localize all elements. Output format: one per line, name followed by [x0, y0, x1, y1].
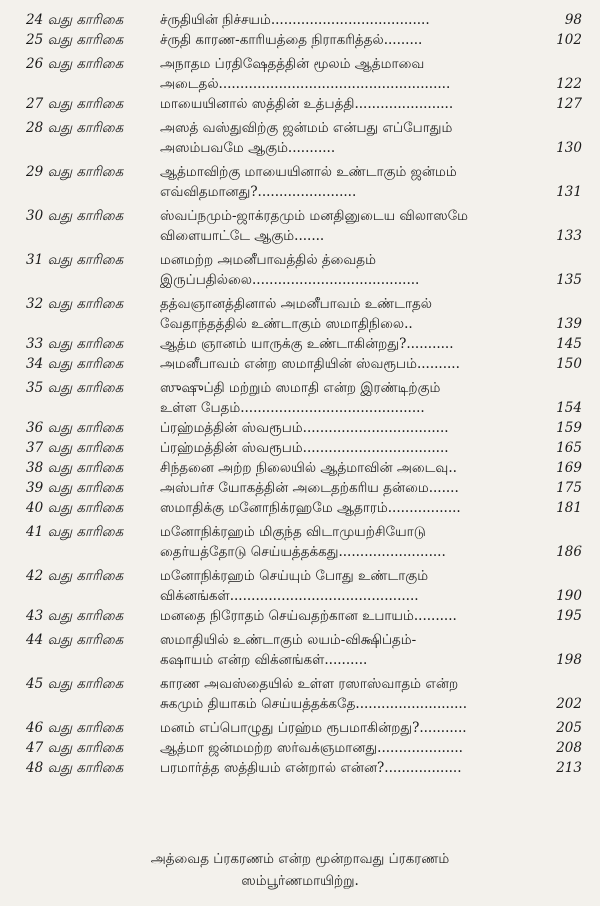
entry-title: ஸமாதியில் உண்டாகும் லயம்-விக்ஷிப்தம்- கஷாயம் என்ற விக்னங்கள்.......... [160, 632, 417, 668]
entry-number: 24 வது காரிகை [26, 12, 124, 28]
entry-page-number: 190 [556, 588, 582, 604]
toc-entry [26, 54, 588, 94]
entry-page-number: 198 [556, 652, 582, 668]
entry-title: ச்ருதியின் நிச்சயம்..................................... [160, 12, 430, 28]
entry-title: ஸுஷுப்தி மற்றும் ஸமாதி என்ற இரண்டிற்கும் உள்ள பேதம்........................................... [160, 380, 441, 416]
entry-number: 41 வது காரிகை [26, 524, 124, 540]
entry-number: 38 வது காரிகை [26, 460, 124, 476]
toc-entry [26, 10, 588, 30]
toc-entry [26, 758, 588, 778]
entry-page-number: 195 [556, 608, 582, 624]
entry-number: 39 வது காரிகை [26, 480, 124, 496]
toc-entry [26, 418, 588, 438]
entry-page-number: 102 [556, 32, 582, 48]
entry-page-number: 154 [556, 400, 582, 416]
entry-title: தத்வஞானத்தினால் அமனீபாவம் உண்டாதல் வேதாந்தத்தில் உண்டாகும் ஸமாதிநிலை.. [160, 296, 433, 332]
entry-title: மாயையினால் ஸத்தின் உத்பத்தி....................... [160, 96, 454, 112]
entry-title: ப்ரஹ்மத்தின் ஸ்வரூபம்.................................. [160, 440, 449, 456]
toc-entry [26, 334, 588, 354]
entry-page-number: 181 [556, 500, 582, 516]
entry-title: ச்ருதி காரண-காரியத்தை நிராகரித்தல்......... [160, 32, 423, 48]
entry-title: பரமார்த்த ஸத்தியம் என்றால் என்ன?.................. [160, 760, 462, 776]
entry-page-number: 186 [556, 544, 582, 560]
entry-number: 42 வது காரிகை [26, 568, 124, 584]
entry-page-number: 208 [556, 740, 582, 756]
entry-title: மனோநிக்ரஹம் மிகுந்த விடாமுயற்சியோடு தைர்யத்தோடு செய்யத்தக்கது......................... [160, 524, 446, 560]
entry-page-number: 213 [556, 760, 582, 776]
entry-number: 32 வது காரிகை [26, 296, 124, 312]
toc-entry [26, 250, 588, 290]
entry-title: அமனீபாவம் என்ற ஸமாதியின் ஸ்வரூபம்.......... [160, 356, 460, 372]
toc-entry [26, 522, 588, 562]
entry-title: சிந்தனை அற்ற நிலையில் ஆத்மாவின் அடைவு.. [160, 460, 457, 476]
entry-page-number: 202 [556, 696, 582, 712]
entry-number: 31 வது காரிகை [26, 252, 124, 268]
toc-entry [26, 438, 588, 458]
entry-number: 36 வது காரிகை [26, 420, 124, 436]
entry-number: 25 வது காரிகை [26, 32, 124, 48]
entry-number: 40 வது காரிகை [26, 500, 124, 516]
entry-title: மனதை நிரோதம் செய்வதற்கான உபாயம்.......... [160, 608, 457, 624]
entry-number: 48 வது காரிகை [26, 760, 124, 776]
entry-title: ஆத்மாவிற்கு மாயையினால் உண்டாகும் ஜன்மம் எவ்விதமானது?....................... [160, 164, 457, 200]
entry-page-number: 131 [556, 184, 582, 200]
toc-entry [26, 378, 588, 418]
toc-entry [26, 162, 588, 202]
entry-number: 37 வது காரிகை [26, 440, 124, 456]
entry-title: மனோநிக்ரஹம் செய்யும் போது உண்டாகும் விக்னங்கள்............................................ [160, 568, 429, 604]
toc-entry [26, 354, 588, 374]
entry-title: அஸத் வஸ்துவிற்கு ஜன்மம் என்பது எப்போதும் அஸம்பவமே ஆகும்........... [160, 120, 453, 156]
entry-page-number: 150 [556, 356, 582, 372]
entry-title: ப்ரஹ்மத்தின் ஸ்வரூபம்.................................. [160, 420, 449, 436]
entry-page-number: 159 [556, 420, 582, 436]
entry-page-number: 139 [556, 316, 582, 332]
entry-page-number: 169 [556, 460, 582, 476]
entry-title: மனம் எப்பொழுது ப்ரஹ்ம ரூபமாகின்றது?........... [160, 720, 467, 736]
entry-title: ஸ்வப்நமும்-ஜாக்ரதமும் மனதினுடைய விலாஸமே விளையாட்டே ஆகும்....... [160, 208, 469, 244]
entry-number: 45 வது காரிகை [26, 676, 124, 692]
entry-number: 34 வது காரிகை [26, 356, 124, 372]
entry-title: ஆத்மா ஜன்மமற்ற ஸர்வக்ஞமானது.................... [160, 740, 463, 756]
entry-page-number: 175 [556, 480, 582, 496]
entry-number: 27 வது காரிகை [26, 96, 124, 112]
footer-line-2: ஸம்பூர்ணமாயிற்று. [241, 873, 359, 889]
toc-entry [26, 738, 588, 758]
entry-title: அஸ்பர்ச யோகத்தின் அடைதற்கரிய தன்மை....... [160, 480, 459, 496]
toc-entry [26, 718, 588, 738]
entry-page-number: 135 [556, 272, 582, 288]
entry-page-number: 122 [556, 76, 582, 92]
entry-page-number: 205 [556, 720, 582, 736]
entry-title: ஸமாதிக்கு மனோநிக்ரஹமே ஆதாரம்................. [160, 500, 461, 516]
entry-number: 28 வது காரிகை [26, 120, 124, 136]
entry-title: காரண அவஸ்தையில் உள்ள ரஸாஸ்வாதம் என்ற சுகமும் தியாகம் செய்யத்தக்கதே.......................... [160, 676, 468, 712]
toc-entry [26, 606, 588, 626]
entry-page-number: 145 [556, 336, 582, 352]
entry-number: 47 வது காரிகை [26, 740, 124, 756]
footer-line-1: அத்வைத ப்ரகரணம் என்ற மூன்றாவது ப்ரகரணம் [150, 851, 450, 867]
toc-entry [26, 30, 588, 50]
toc-entry [26, 458, 588, 478]
entry-number: 44 வது காரிகை [26, 632, 124, 648]
entry-page-number: 98 [564, 12, 582, 28]
entry-number: 46 வது காரிகை [26, 720, 124, 736]
entry-number: 29 வது காரிகை [26, 164, 124, 180]
toc-entry [26, 478, 588, 498]
entry-number: 33 வது காரிகை [26, 336, 124, 352]
entry-title: ஆத்ம ஞானம் யாருக்கு உண்டாகின்றது?........... [160, 336, 454, 352]
toc-entry [26, 630, 588, 670]
toc-entry [26, 94, 588, 114]
entry-number: 30 வது காரிகை [26, 208, 124, 224]
chapter-footer [0, 848, 600, 892]
entry-page-number: 130 [556, 140, 582, 156]
entry-title: மனமற்ற அமனீபாவத்தில் த்வைதம் இருப்பதில்லை....................................... [160, 252, 420, 288]
entry-page-number: 133 [556, 228, 582, 244]
entry-page-number: 127 [556, 96, 582, 112]
entry-number: 43 வது காரிகை [26, 608, 124, 624]
toc-entry [26, 294, 588, 334]
toc-entry [26, 566, 588, 606]
entry-page-number: 165 [556, 440, 582, 456]
toc-entry [26, 206, 588, 246]
toc-entry [26, 118, 588, 158]
toc-list [26, 10, 588, 778]
toc-entry [26, 498, 588, 518]
entry-number: 26 வது காரிகை [26, 56, 124, 72]
entry-title: அநாதம ப்ரதிஷேதத்தின் மூலம் ஆத்மாவை அடைதல்...................................................... [160, 56, 451, 92]
toc-entry [26, 674, 588, 714]
entry-number: 35 வது காரிகை [26, 380, 124, 396]
